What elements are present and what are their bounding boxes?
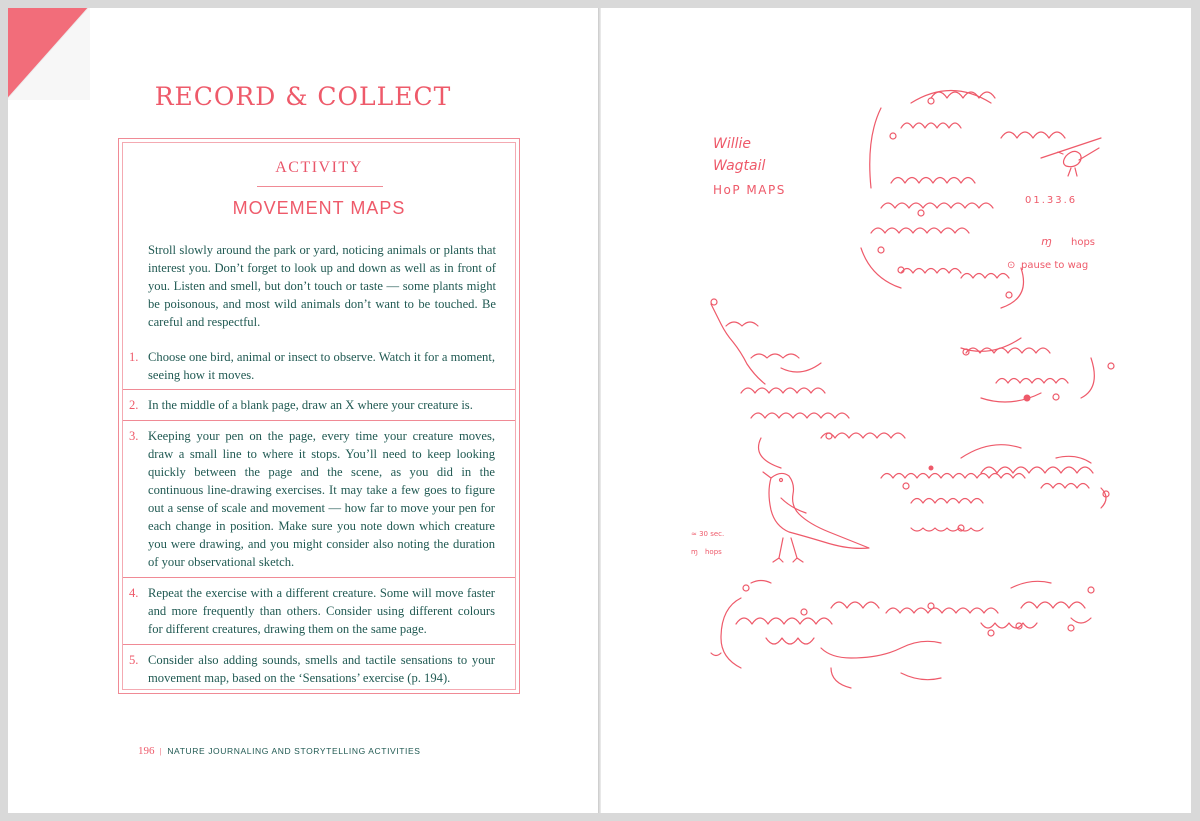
page-heading: RECORD & COLLECT — [154, 82, 452, 111]
step-number: 3. — [129, 429, 139, 443]
note-hops-label: hops — [705, 548, 722, 556]
footer-separator: | — [159, 746, 163, 756]
page-number: 196 — [138, 745, 155, 757]
step-number: 1. — [129, 350, 139, 364]
step-5 — [123, 645, 515, 687]
movement-map-sketch — [601, 8, 1191, 813]
activity-steps — [123, 348, 515, 687]
sketch-title-line: Wagtail — [713, 158, 766, 174]
legend-pause-mark: ⊙ — [1007, 260, 1016, 271]
activity-box-inner — [122, 142, 516, 690]
note-duration: ≈ 30 sec. — [691, 530, 725, 538]
legend-hops-label: hops — [1071, 237, 1096, 248]
activity-intro: Stroll slowly around the park or yard, noticing animals or plants that interest you. Don’t forget to look up and down as well as in front of you. Listen and smell, but don’t touch or taste — some plants might be poisonous, and most wild animals don’t want to be touched. Be careful and respectful. — [148, 243, 496, 329]
step-2 — [123, 390, 515, 420]
step-text: Repeat the exercise with a different creature. Some will move faster and more frequently than others. Consider using different colours for different creatures, drawing them on the same page. — [148, 586, 495, 636]
left-page — [8, 8, 598, 813]
step-text: Consider also adding sounds, smells and tactile sensations to your movement map, based on the ‘Sensations’ exercise (p. 194). — [148, 653, 495, 685]
legend-pause-label: pause to wag — [1021, 260, 1089, 271]
step-number: 5. — [129, 653, 139, 667]
sketch-title-line: Willie — [713, 136, 752, 152]
activity-label: ACTIVITY — [275, 159, 363, 176]
sketch-time-code: 01.33.6 — [1025, 195, 1078, 206]
activity-box — [118, 138, 520, 694]
page-footer — [138, 745, 421, 757]
activity-divider — [257, 186, 383, 187]
step-1 — [123, 348, 515, 389]
step-4 — [123, 578, 515, 644]
step-number: 2. — [129, 398, 139, 412]
right-page — [601, 8, 1191, 813]
activity-title: MOVEMENT MAPS — [232, 198, 406, 218]
step-text: Keeping your pen on the page, every time your creature moves, draw a small line to where it stops. You’ll need to keep looking quickly between the page and the scene, as you did in the continuous line-drawing exercises. It may take a few goes to figure out a sense of scale and movement — how far to move your pen for each change in position. Make sure you note down which creature you were drawing, and you might consider also noting the duration of your observational sketch. — [148, 429, 495, 569]
note-hops-mark: ɱ — [691, 548, 698, 556]
running-title: NATURE JOURNALING AND STORYTELLING ACTIVITIES — [167, 746, 421, 756]
legend-hops-mark: ɱ — [1041, 235, 1052, 248]
step-3 — [123, 421, 515, 577]
step-text: Choose one bird, animal or insect to observe. Watch it for a moment, seeing how it moves. — [148, 350, 495, 382]
sketch-title-line: HoP MAPS — [713, 183, 786, 197]
step-number: 4. — [129, 586, 139, 600]
step-text: In the middle of a blank page, draw an X where your creature is. — [148, 398, 473, 412]
